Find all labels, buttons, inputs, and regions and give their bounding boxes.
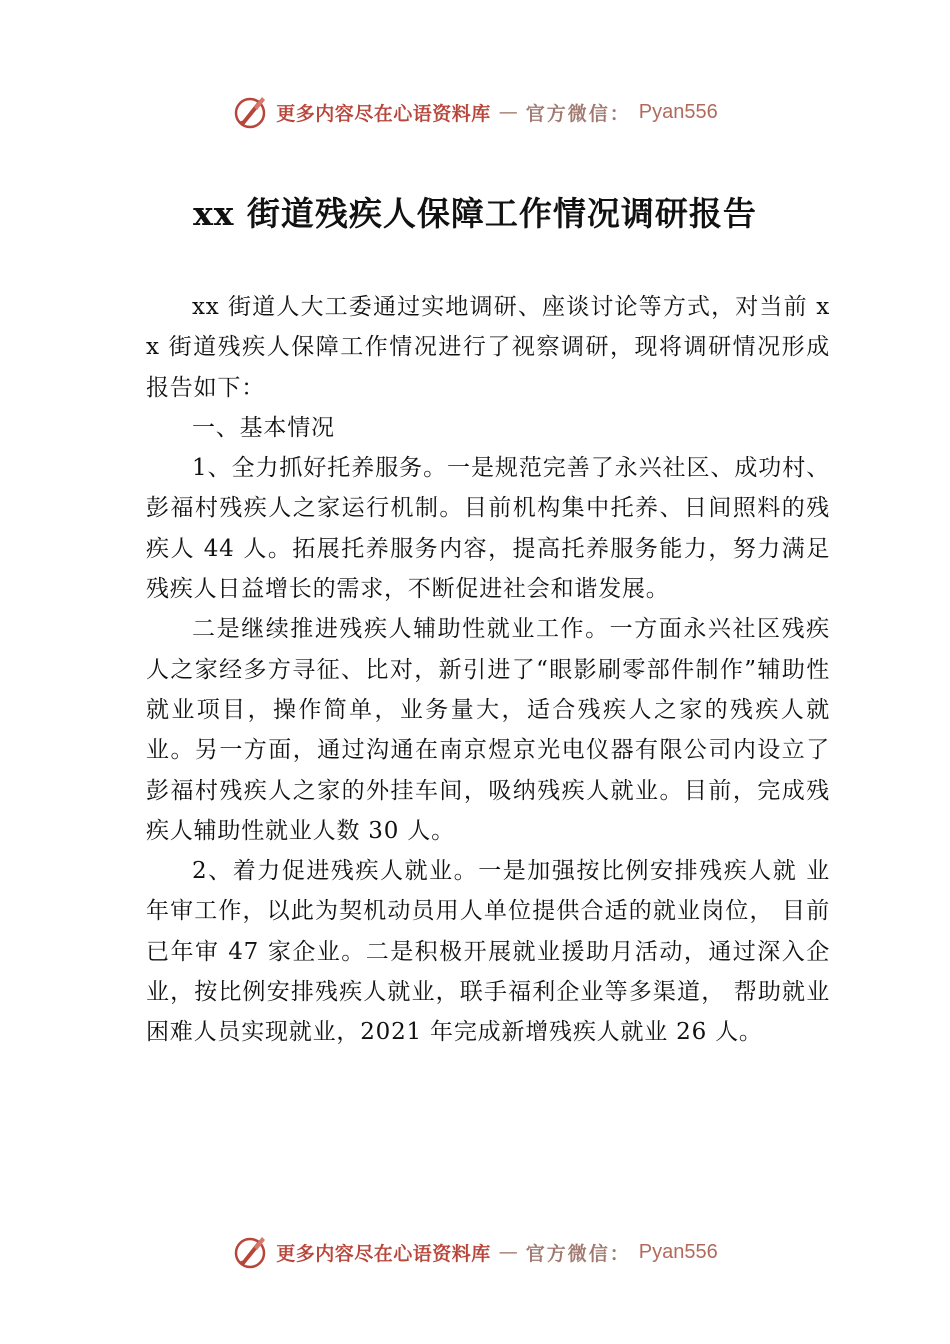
footer-watermark-banner (0, 1230, 950, 1274)
quill-pen-icon (232, 94, 268, 130)
banner-separator: — (498, 101, 518, 123)
paragraph-auxiliary-employment: 二是继续推进残疾人辅助性就业工作。一方面永兴社区残疾人之家经多方寻征、比对，新引进了“眼影刷零部件制作”辅助性就业项目，操作简单，业务量大，适合残疾人之家的残疾人就业。另一方面，通过沟通在南京煜京光电仪器有限公司内设立了彭福村残疾人之家的外挂车间，吸纳残疾人就业。目前，完成残疾人辅助性就业人数 30 人。 (146, 616, 830, 844)
banner-wechat-id: Pyan556 (638, 1240, 718, 1263)
paragraph-custody-service: 1、全力抓好托养服务。一是规范完善了永兴社区、成功村、彭福村残疾人之家运行机制。目前机构集中托养、日间照料的残疾人 44 人。拓展托养服务内容，提高托养服务能力，努力满足残疾人日益增长的需求，不断促进社会和谐发展。 (146, 455, 830, 603)
header-watermark-banner (0, 90, 950, 134)
document-title: xx 街道残疾人保障工作情况调研报告 (193, 194, 757, 233)
banner-wechat-label: 官方微信： (525, 1242, 631, 1265)
document-body (146, 287, 830, 1053)
quill-pen-icon (232, 1234, 268, 1270)
banner-separator: — (498, 1241, 518, 1263)
banner-wechat-id: Pyan556 (638, 100, 718, 123)
banner-wechat-label: 官方微信： (525, 102, 631, 125)
paragraph-intro: xx 街道人大工委通过实地调研、座谈讨论等方式，对当前 xx 街道残疾人保障工作情况进行了视察调研，现将调研情况形成报告如下： (146, 294, 830, 401)
paragraph-employment-promotion: 2、着力促进残疾人就业。一是加强按比例安排残疾人就 业年审工作，以此为契机动员用人单位提供合适的就业岗位， 目前已年审 47 家企业。二是积极开展就业援助月活动，通过深入企业，按比例安排残疾人就业，联手福利企业等多渠道， 帮助就业困难人员实现就业，2021 年完成新增残疾人就业 26 人。 (146, 858, 830, 1046)
banner-slogan: 更多内容尽在心语资料库 (276, 1242, 491, 1265)
banner-slogan: 更多内容尽在心语资料库 (276, 102, 491, 125)
section-heading: 一、基本情况 (192, 414, 335, 441)
